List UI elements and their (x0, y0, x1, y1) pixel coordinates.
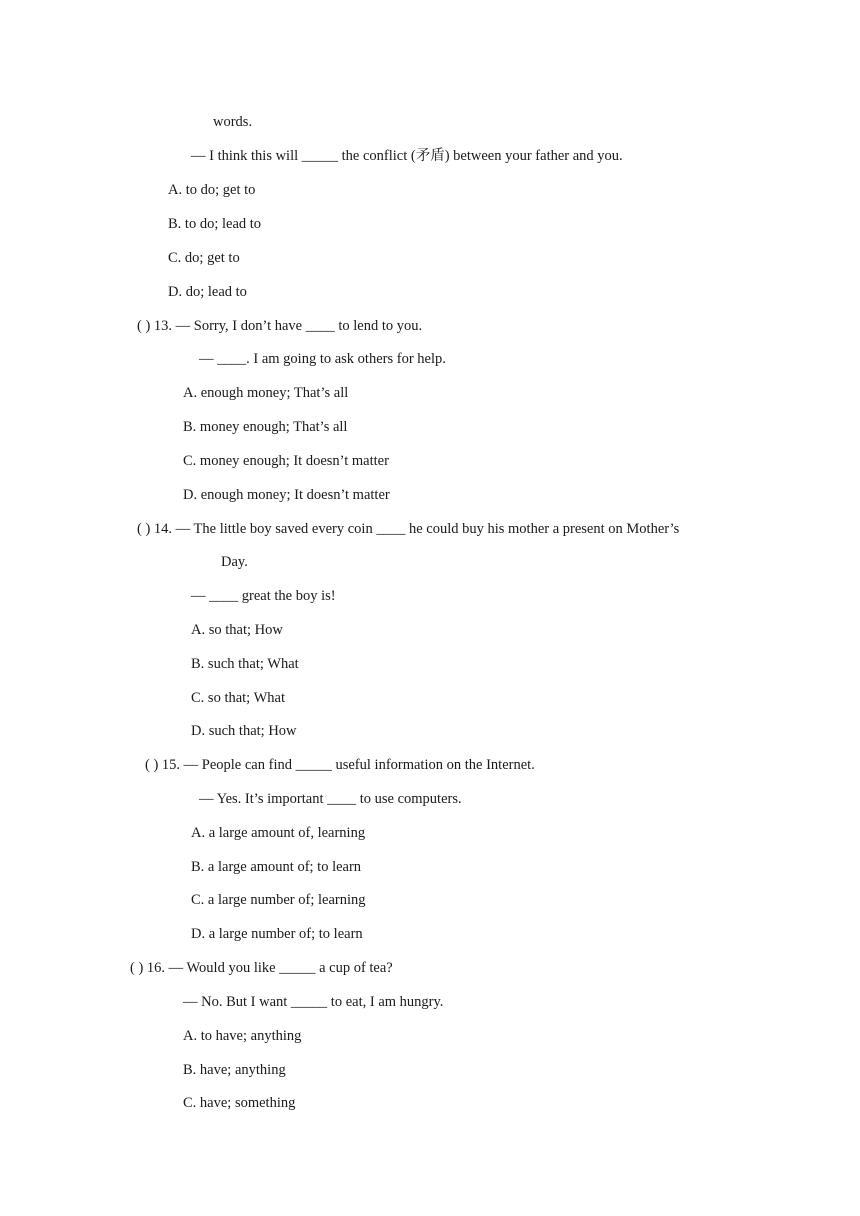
q15-option-a: A. a large amount of, learning (191, 825, 366, 841)
q16-prompt: ( ) 16. — Would you like _____ a cup of tea? (130, 960, 393, 976)
q13-option-d: D. enough money; It doesn’t matter (183, 487, 390, 503)
q13-option-c: C. money enough; It doesn’t matter (183, 453, 389, 469)
q15-option-d: D. a large number of; to learn (191, 926, 363, 942)
q12-prompt-continuation: words. (213, 114, 253, 130)
q16-option-b: B. have; anything (183, 1062, 286, 1078)
q12-option-a: A. to do; get to (168, 182, 256, 198)
q12-option-d: D. do; lead to (168, 284, 247, 300)
q12-option-c: C. do; get to (168, 250, 240, 266)
q13-option-a: A. enough money; That’s all (183, 385, 349, 401)
q12-option-b: B. to do; lead to (168, 216, 262, 232)
q16-option-c: C. have; something (183, 1095, 296, 1111)
q15-option-b: B. a large amount of; to learn (191, 859, 362, 875)
q16-option-a: A. to have; anything (183, 1028, 302, 1044)
q13-prompt: ( ) 13. — Sorry, I don’t have ____ to lend to you. (137, 318, 423, 334)
q14-option-a: A. so that; How (191, 622, 283, 638)
q12-reply: — I think this will _____ the conflict (矛盾) between your father and you. (191, 148, 623, 164)
q15-option-c: C. a large number of; learning (191, 892, 366, 908)
q15-reply: — Yes. It’s important ____ to use computers. (199, 791, 462, 807)
q14-option-d: D. such that; How (191, 723, 297, 739)
q14-prompt: ( ) 14. — The little boy saved every coin ____ he could buy his mother a present on Mother’s (137, 521, 680, 537)
q16-reply: — No. But I want _____ to eat, I am hungry. (183, 994, 444, 1010)
q13-reply: — ____. I am going to ask others for help. (199, 351, 446, 367)
q14-option-c: C. so that; What (191, 690, 285, 706)
q14-option-b: B. such that; What (191, 656, 299, 672)
q14-prompt-continuation: Day. (221, 554, 248, 570)
q14-reply: — ____ great the boy is! (191, 588, 336, 604)
q13-option-b: B. money enough; That’s all (183, 419, 348, 435)
q15-prompt: ( ) 15. — People can find _____ useful information on the Internet. (145, 757, 535, 773)
